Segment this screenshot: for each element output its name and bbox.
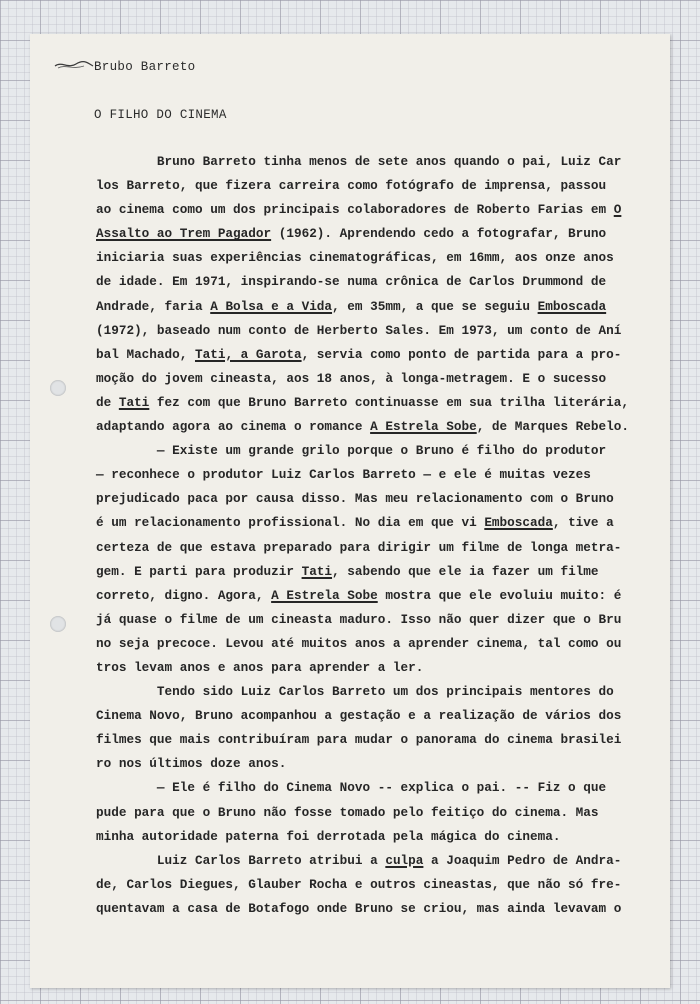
text-segment: ro nos últimos doze anos.	[96, 756, 287, 772]
text-line	[96, 511, 666, 535]
text-segment: prejudicado paca por causa disso. Mas meu relacionamento com o Bruno	[96, 491, 614, 507]
text-line	[96, 656, 666, 680]
underlined-title: A Bolsa e a Vida	[210, 298, 333, 314]
underlined-title: Tati	[301, 563, 333, 579]
document-title: O FILHO DO CINEMA	[94, 108, 227, 122]
text-segment: , de Marques Rebelo.	[476, 419, 629, 435]
text-segment: correto, digno. Agora,	[96, 587, 272, 603]
underlined-title: culpa	[385, 852, 424, 868]
body-text	[96, 150, 666, 921]
text-segment: gem. E parti para produzir	[96, 563, 302, 579]
typewritten-page	[30, 34, 670, 988]
text-segment: pude para que o Bruno não fosse tomado pelo feitiço do cinema. Mas	[96, 804, 599, 820]
text-line	[96, 849, 666, 873]
text-line	[96, 704, 666, 728]
text-segment: Bruno Barreto tinha menos de sete anos quando o pai, Luiz Car	[96, 154, 622, 169]
text-line	[96, 776, 666, 800]
underlined-title: Tati, a Garota	[194, 346, 302, 362]
punch-hole-bottom	[50, 616, 66, 632]
underlined-title: A Estrela Sobe	[370, 419, 477, 435]
underlined-title: Emboscada	[484, 515, 553, 531]
text-segment: — Ele é filho do Cinema Novo -- explica o pai. -- Fiz o que	[96, 780, 607, 796]
text-line	[96, 198, 666, 222]
text-segment: (1972), baseado num conto de Herberto Sales. Em 1973, um conto de Aní	[96, 322, 622, 338]
text-segment: (1962). Aprendendo cedo a fotografar, Bruno	[271, 226, 607, 242]
text-segment: de	[96, 394, 119, 410]
text-line	[96, 439, 666, 463]
text-segment: é um relacionamento profissional. No dia em que vi	[96, 515, 485, 531]
text-segment: los Barreto, que fizera carreira como fotógrafo de imprensa, passou	[96, 178, 607, 194]
author-name: Brubo Barreto	[94, 60, 196, 74]
text-segment: Cinema Novo, Bruno acompanhou a gestação e a realização de vários dos	[96, 708, 622, 724]
text-line	[96, 873, 666, 897]
text-line	[96, 343, 666, 367]
text-line	[96, 270, 666, 294]
text-segment: — reconhece o produtor Luiz Carlos Barreto — e ele é muitas vezes	[96, 467, 591, 483]
text-segment: quentavam a casa de Botafogo onde Bruno se criou, mas ainda levavam o	[96, 900, 622, 916]
punch-hole-top	[50, 380, 66, 396]
underlined-title: Tati	[118, 394, 150, 410]
text-line	[96, 632, 666, 656]
pen-scribble-mark	[54, 58, 94, 72]
text-segment: Luiz Carlos Barreto atribui a	[96, 852, 386, 868]
text-line	[96, 295, 666, 319]
text-line	[96, 897, 666, 921]
text-segment: filmes que mais contribuíram para mudar o panorama do cinema brasilei	[96, 732, 622, 748]
text-segment: , tive a	[552, 515, 614, 531]
text-segment: mostra que ele evoluiu muito: é	[377, 587, 622, 603]
text-line	[96, 752, 666, 776]
text-segment: fez com que Bruno Barreto continuasse em sua trilha literária,	[149, 394, 629, 410]
text-segment: Tendo sido Luiz Carlos Barreto um dos principais mentores do	[96, 684, 614, 700]
text-line	[96, 728, 666, 752]
text-line	[96, 536, 666, 560]
text-line	[96, 174, 666, 198]
text-segment: iniciaria suas experiências cinematográficas, em 16mm, aos onze anos	[96, 250, 614, 266]
text-segment: já quase o filme de um cineasta maduro. Isso não quer dizer que o Bru	[96, 611, 622, 627]
text-line	[96, 246, 666, 270]
text-segment: no seja precoce. Levou até muitos anos a aprender cinema, tal como ou	[96, 635, 622, 651]
underlined-title: O	[613, 202, 622, 218]
text-segment: de, Carlos Diegues, Glauber Rocha e outros cineastas, que não só fre-	[96, 876, 622, 892]
text-segment: minha autoridade paterna foi derrotada pela mágica do cinema.	[96, 828, 561, 844]
text-segment: — Existe um grande grilo porque o Bruno é filho do produtor	[96, 443, 607, 459]
text-segment: , em 35mm, a que se seguiu	[332, 298, 538, 314]
text-segment: a Joaquim Pedro de Andra-	[423, 852, 622, 868]
underlined-title: Assalto ao Trem Pagador	[96, 226, 272, 242]
text-line	[96, 391, 666, 415]
text-line	[96, 150, 666, 174]
text-segment: Andrade, faria	[96, 298, 211, 314]
text-line	[96, 367, 666, 391]
text-segment: de idade. Em 1971, inspirando-se numa crônica de Carlos Drummond de	[96, 274, 607, 290]
text-line	[96, 608, 666, 632]
text-line	[96, 487, 666, 511]
text-line	[96, 222, 666, 246]
text-line	[96, 560, 666, 584]
text-segment: certeza de que estava preparado para dirigir um filme de longa metra-	[96, 539, 622, 555]
text-line	[96, 415, 666, 439]
text-line	[96, 680, 666, 704]
text-line	[96, 319, 666, 343]
text-segment: tros levam anos e anos para aprender a ler.	[96, 659, 424, 675]
text-line	[96, 801, 666, 825]
underlined-title: Emboscada	[537, 298, 607, 314]
text-line	[96, 584, 666, 608]
text-segment: moção do jovem cineasta, aos 18 anos, à longa-metragem. E o sucesso	[96, 370, 607, 386]
text-line	[96, 825, 666, 849]
text-segment: bal Machado,	[96, 346, 195, 362]
text-segment: ao cinema como um dos principais colaboradores de Roberto Farias em	[96, 202, 614, 218]
text-segment: , servia como ponto de partida para a pro-	[301, 346, 622, 362]
text-segment: , sabendo que ele ia fazer um filme	[332, 563, 599, 579]
text-segment: adaptando agora ao cinema o romance	[96, 419, 371, 435]
underlined-title: A Estrela Sobe	[271, 587, 378, 603]
text-line	[96, 463, 666, 487]
